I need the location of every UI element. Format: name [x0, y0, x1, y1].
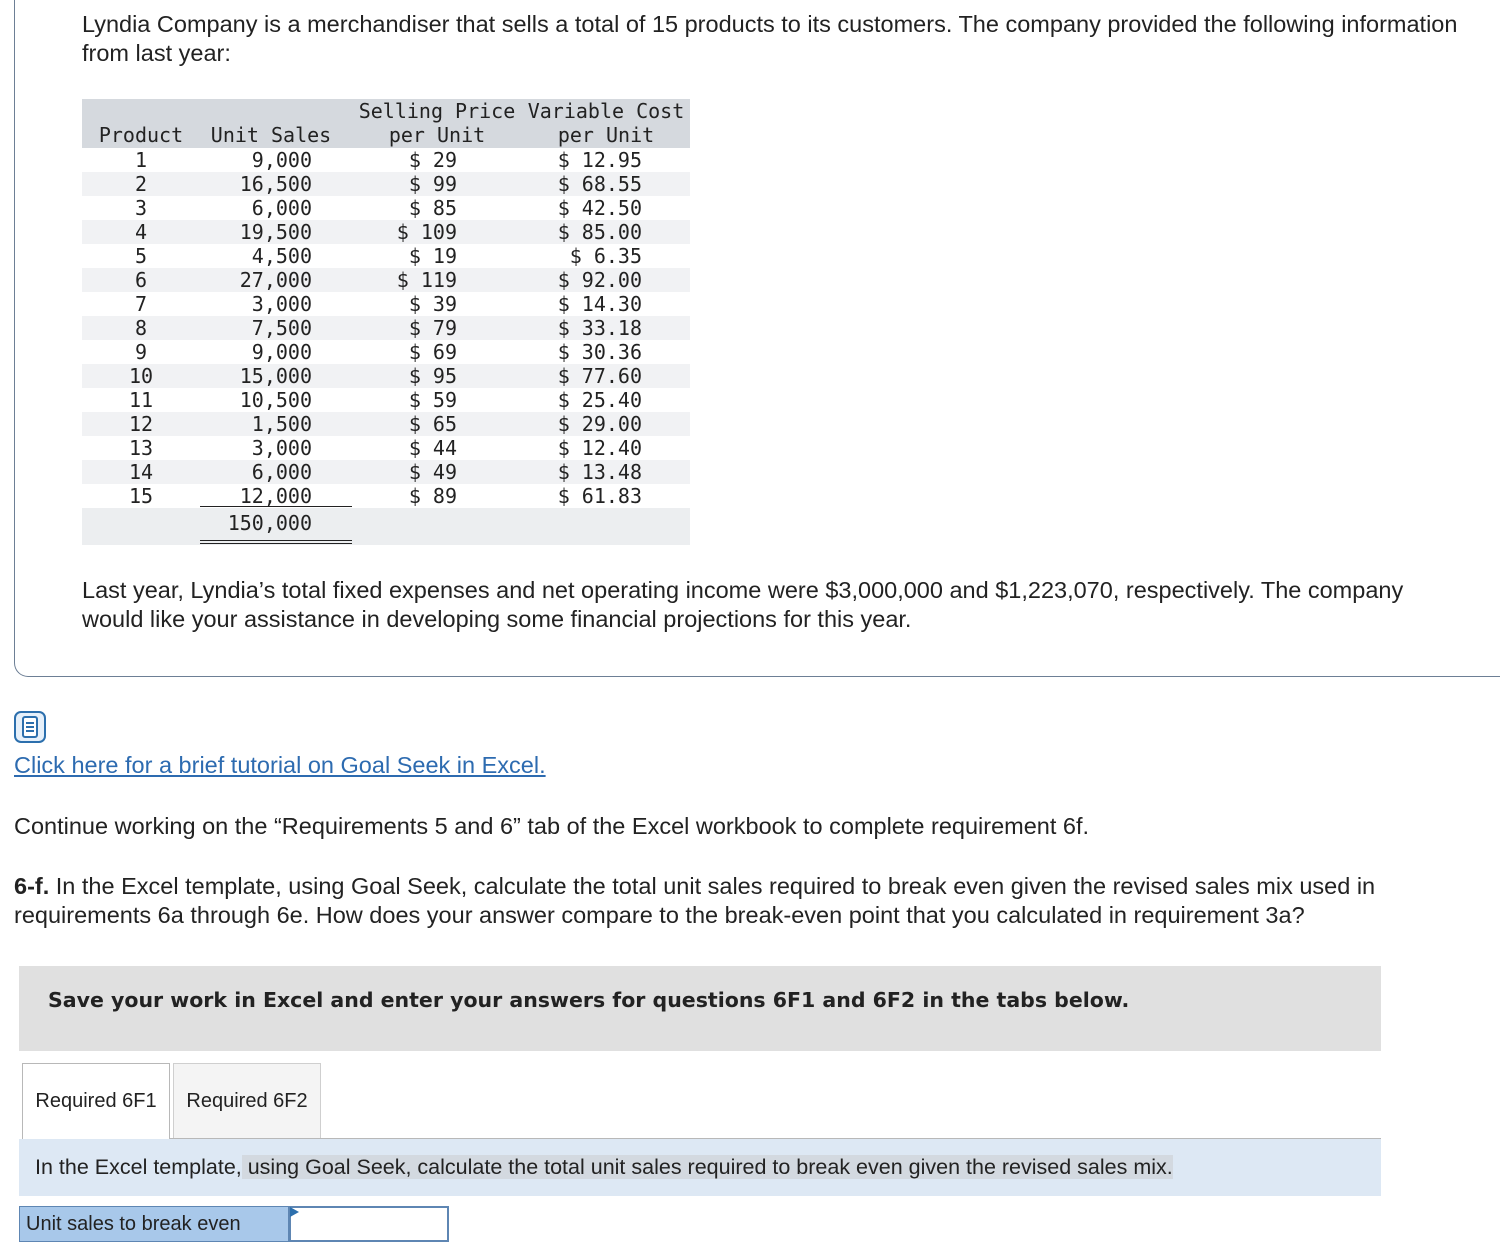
cell-product: 8 [134, 316, 148, 340]
cell-selling-price: $ 95 [408, 364, 457, 388]
cell-unit-sales: 15,000 [239, 364, 312, 388]
table-row [82, 484, 690, 508]
cell-unit-sales: 6,000 [251, 196, 312, 220]
cell-variable-cost: $ 85.00 [557, 220, 642, 244]
instruction-highlight: using Goal Seek, calculate the total unit sales required to break even given the revised sales mix. [241, 1155, 1173, 1179]
table-row [82, 412, 690, 436]
goal-seek-tutorial-link[interactable]: Click here for a brief tutorial on Goal Seek in Excel. [14, 752, 546, 778]
cell-unit-sales: 7,500 [251, 316, 312, 340]
cell-selling-price: $ 39 [408, 292, 457, 316]
instruction-banner [19, 1139, 1381, 1196]
answer-label: Unit sales to break even [19, 1206, 289, 1242]
cell-variable-cost: $ 30.36 [557, 340, 642, 364]
cell-unit-sales: 10,500 [239, 388, 312, 412]
table-row [82, 148, 690, 172]
cell-variable-cost: $ 6.35 [569, 244, 642, 268]
cell-variable-cost: $ 14.30 [557, 292, 642, 316]
instruction-prefix: In the Excel template, [35, 1155, 242, 1179]
header-product: Product [98, 123, 184, 147]
document-icon[interactable] [14, 711, 46, 743]
cell-product: 11 [128, 388, 154, 412]
table-row [82, 364, 690, 388]
cell-unit-sales: 3,000 [251, 436, 312, 460]
table-row [82, 220, 690, 244]
cell-unit-sales: 3,000 [251, 292, 312, 316]
tab-required-6f2[interactable]: Required 6F2 [173, 1063, 321, 1139]
cell-variable-cost: $ 29.00 [557, 412, 642, 436]
cell-selling-price: $ 85 [408, 196, 457, 220]
table-row [82, 196, 690, 220]
cell-selling-price: $ 109 [396, 220, 457, 244]
question-text: In the Excel template, using Goal Seek, calculate the total unit sales required to break even given the revised sales mix used in requirements 6a through 6e. How does your answer compare to the break-even point that you calculated in requirement 3a? [14, 873, 1376, 928]
table-row [82, 340, 690, 364]
cell-selling-price: $ 65 [408, 412, 457, 436]
cell-selling-price: $ 29 [408, 148, 457, 172]
cell-product: 6 [134, 268, 148, 292]
table-row [82, 388, 690, 412]
cell-selling-price: $ 89 [408, 484, 457, 508]
product-data-table [82, 99, 690, 545]
cell-unit-sales: 4,500 [251, 244, 312, 268]
cell-variable-cost: $ 13.48 [557, 460, 642, 484]
table-row [82, 292, 690, 316]
total-units: 150,000 [227, 511, 312, 535]
closing-text: Last year, Lyndia’s total fixed expenses and net operating income were $3,000,000 and $1,223,070, respectively. The company would like your assistance in developing some financial projections for this year. [82, 577, 1404, 632]
table-total-row [82, 508, 690, 545]
cell-unit-sales: 27,000 [239, 268, 312, 292]
cell-selling-price: $ 119 [396, 268, 457, 292]
cell-product: 15 [128, 484, 154, 508]
intro-text: Lyndia Company is a merchandiser that sells a total of 15 products to its customers. The company provided the following information from last year: [82, 11, 1458, 66]
table-row [82, 316, 690, 340]
header-unit-sales: Unit Sales [210, 123, 332, 147]
tab-required-6f1[interactable]: Required 6F1 [22, 1063, 170, 1139]
table-row [82, 436, 690, 460]
continue-text: Continue working on the “Requirements 5 and 6” tab of the Excel workbook to complete requirement 6f. [14, 813, 1090, 839]
input-flag-icon [290, 1207, 299, 1217]
table-body [82, 148, 690, 508]
unit-sales-break-even-input[interactable] [289, 1206, 449, 1242]
cell-product: 5 [134, 244, 148, 268]
cell-product: 13 [128, 436, 154, 460]
cell-selling-price: $ 69 [408, 340, 457, 364]
cell-unit-sales: 16,500 [239, 172, 312, 196]
table-row [82, 268, 690, 292]
cell-selling-price: $ 79 [408, 316, 457, 340]
cell-selling-price: $ 19 [408, 244, 457, 268]
cell-variable-cost: $ 42.50 [557, 196, 642, 220]
cell-product: 2 [134, 172, 148, 196]
cell-variable-cost: $ 25.40 [557, 388, 642, 412]
cell-product: 14 [128, 460, 154, 484]
cell-product: 4 [134, 220, 148, 244]
header-selling-price: Selling Price per Unit [358, 99, 516, 147]
cell-variable-cost: $ 12.40 [557, 436, 642, 460]
cell-selling-price: $ 59 [408, 388, 457, 412]
question-6f [14, 872, 1484, 930]
cell-unit-sales: 1,500 [251, 412, 312, 436]
total-rule [200, 506, 352, 507]
cell-variable-cost: $ 68.55 [557, 172, 642, 196]
cell-variable-cost: $ 92.00 [557, 268, 642, 292]
table-row [82, 172, 690, 196]
save-banner: Save your work in Excel and enter your answers for questions 6F1 and 6F2 in the tabs below. [19, 966, 1381, 1051]
cell-variable-cost: $ 33.18 [557, 316, 642, 340]
question-label: 6-f. [14, 873, 50, 899]
total-double-rule [200, 540, 352, 544]
cell-selling-price: $ 49 [408, 460, 457, 484]
cell-unit-sales: 6,000 [251, 460, 312, 484]
cell-variable-cost: $ 77.60 [557, 364, 642, 388]
cell-product: 10 [128, 364, 154, 388]
cell-unit-sales: 19,500 [239, 220, 312, 244]
cell-variable-cost: $ 12.95 [557, 148, 642, 172]
table-row [82, 244, 690, 268]
cell-unit-sales: 12,000 [239, 484, 312, 508]
cell-product: 7 [134, 292, 148, 316]
cell-unit-sales: 9,000 [251, 148, 312, 172]
cell-selling-price: $ 99 [408, 172, 457, 196]
cell-product: 1 [134, 148, 148, 172]
cell-product: 3 [134, 196, 148, 220]
cell-product: 12 [128, 412, 154, 436]
cell-product: 9 [134, 340, 148, 364]
table-row [82, 460, 690, 484]
cell-selling-price: $ 44 [408, 436, 457, 460]
cell-unit-sales: 9,000 [251, 340, 312, 364]
header-variable-cost: Variable Cost per Unit [527, 99, 685, 147]
table-header [82, 99, 690, 148]
cell-variable-cost: $ 61.83 [557, 484, 642, 508]
